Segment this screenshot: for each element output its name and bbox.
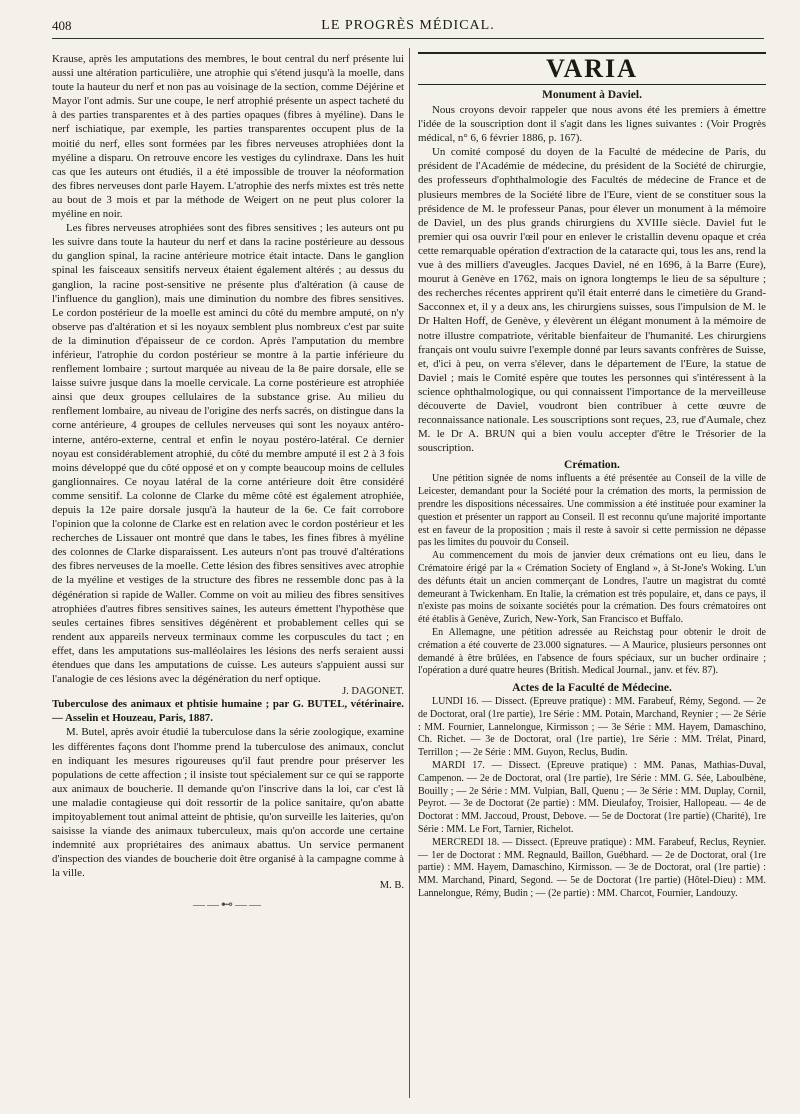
paragraph-souscription: Nous croyons devoir rappeler que nous avons été les premiers à émettre l'idée de la souscription dont il s'agit dans les lignes suivantes : (Voir Progrès médical, n° 6, 6 février 1886, p. 167). [418, 104, 766, 145]
cremation-block [418, 473, 766, 901]
paragraph-krause: Krause, après les amputations des membres, le bout central du nerf présente lui aussi une altération particulière, une atrophie qui s'étend jusqu'à la moelle, dans toute la hauteur du nerf et non pas au voisinage de la section, comme Déjérine et Mayor l'ont admis. Sur une coupe, le nerf atrophié présente un aspect tacheté du à des parties transparentes et à des parties opaques (fibres à myéline). Dans le nerf ischiatique, par exemple, les parties transparentes occupent plus de la moitié du nerf, elles sont formées par les fibres nerveuses atrophiées dont la myéline a disparu. On retrouve encore les vestiges du cylindraxe. Dans les huit cas que les auteurs ont étudiés, il a été impossible de trouver la néoformation des fibres nerveuses dont parle Hayem. L'atrophie des nerfs mixtes est très nette au bout de 3 mois et par la méthode de Weigert on ne peut plus colorer la myéline en noir. [52, 53, 404, 221]
heading-monument-daviel: Monument à Daviel. [542, 89, 642, 101]
paragraph-mercredi: MERCREDI 18. — Dissect. (Epreuve pratique) : MM. Farabeuf, Reclus, Reynier. — 1er de Doctorat : MM. Regnauld, Baillon, Guébhard. — 2e de Doctorat, oral (1re partie) : MM. Hayem, Damaschino, Kirmisson. — 3e de Doctorat, oral (1re partie) : MM. Marchand, Pinard, Segond. — 5e de Doctorat (1re partie) (Hôtel-Dieu) : MM. Lannelongue, Rémy, Budin ; — (2e partie) : MM. Charcot, Fournier, Landouzy. [418, 836, 766, 900]
signature-mb: M. B. [379, 880, 404, 892]
paragraph-woking: Au commencement du mois de janvier deux crémations ont eu lieu, dans le Crématoire érigé par la « Crémation Society of England », à St-Jone's Woking. L'un des défunts était un ancien commerçant de Londres, l'autre un magistrat du comté demeurant à Twickenham. En Italie, la crémation est très populaire, et, dans ce pays, il n'existe pas moins de soixante sociétés pour la crémation. Des fours crématoires ont été établis à Genève, Zurich, New-York, San Francisco et Buffalo. [418, 550, 766, 626]
paragraph-mardi: MARDI 17. — Dissect. (Epreuve pratique) : MM. Panas, Mathias-Duval, Campenon. — 2e de Doctorat, oral (1re partie), 1re Série : MM. G. Sée, Laboulbène, Bouilly ; — 2e Série : MM. Vulpian, Ball, Quenu ; — 3e Série : MM. Duplay, Cornil, Peyrot. — 3e de Doctorat (2e partie) : MM. Dieulafoy, Troisier, Hallopeau. — 4e de Doctorat : MM. Jaccoud, Proust, Debove. — 5e de Doctorat (1re partie) (Charité), 1re Série : MM. Le Fort, Tarnier, Richelot. [418, 760, 766, 836]
left-column [52, 52, 404, 912]
ornament-divider: ——⊷—— [193, 897, 263, 912]
article-title-tuberculose: Tuberculose des animaux et phtisie humaine ; par G. BUTEL, vétérinaire. — Asselin et Houzeau, Paris, 1887. [52, 698, 404, 725]
paragraph-comite: Un comité composé du doyen de la Faculté de médecine de Paris, du président de l'Académie de médecine, du président de la Société de chirurgie, des professeurs d'ophthalmologie des Facultés de médecine de France et de plusieurs membres de la Société libre de l'Eure, vient de se constituer sous la présidence de M. le professeur Panas, pour élever un monument à la mémoire de Daviel, un des plus grands chirurgiens du XVIIIe siècle. Daviel fut le premier qui osa ouvrir l'œil pour en enlever le cristallin devenu opaque et créa cette remarquable opération d'extraction de la cataracte qui, tous les ans, rend la vue à des milliers d'aveugles. Jacques Daviel, né en 1696, à la Barre (Eure), mourut à Genève en 1762, mais on ignora longtemps le lieu de sa sépulture ; des recherches récentes apprirent qu'il était enterré dans le cimetière du Grand-Sacconnex et, il y a deux ans, les chirurgiens suisses, sous l'impulsion de M. le Dr Halten Hoff, de Genève, y élevèrent un élégant monument à la mémoire de notre illustre compatriote, véritable bienfaiteur de l'humanité. Les chirurgiens français ont voulu suivre l'exemple donné par leurs savants confrères de Suisse, et, d'ici à peu, on verra s'élever, dans le département de l'Eure, la statue de Daviel ; mais le Comité espère que toutes les personnes qui s'intéressent à la science ophthalmologique, ou qui connaissent l'importance de la merveilleuse découverte de Daviel, voudront bien contribuer à cette œuvre de reconnaissance nationale. Les souscriptions sont reçues, 23, rue d'Aumale, chez M. le Dr A. BRUN qui a bien voulu accepter d'être le Trésorier de la souscription. [418, 146, 766, 455]
right-column [418, 52, 766, 901]
column-rule [409, 48, 410, 1098]
paragraph-sensory-fibres: Les fibres nerveuses atrophiées sont des fibres sensitives ; les auteurs ont pu les suivre dans toute la hauteur du nerf et dans la racine postérieure au dessous du ganglion spinal, la racine antérieure motrice était intacte. Dans le ganglion spinal les faisceaux sensitifs nerveux étaient également altérés ; au dessus du ganglion, la racine post-sensitive ne présente plus d'altération (à cause de l'influence du ganglion), mais une diminution du nombre des fibres sensitives. Le cordon postérieur de la moelle est aminci du côté du membre amputé, on n'y observe pas d'altération et si les noyaux semblent plus nombreux c'est par suite de la diminution d'épaisseur de ce cordon. Après l'amputation du membre inférieur, l'atrophie du cordon postérieur se montre à la partie inférieure du renflement lombaire ; surtout marquée au niveau de la 8e paire dorsale, elle se laisse suivre jusque dans la moelle cervicale. La corne postérieure est atrophiée ainsi que deux groupes cellulaires de la substance grise. Au milieu du renflement lombaire, au niveau de l'origine des nerfs sacrés, on distingue dans la corne antérieure, 4 groupes de cellules nerveuses qui sont les noyaux antéro-interne, antéro-externe, central et enfin le noyau postéro-latéral. Ce dernier noyau est considérablement atrophié, du côté du membre amputé il est 2 à 3 fois moins développé que du côté opposé et on y compte beaucoup moins de cellules ganglionnaires. Ce noyau latéral de la corne antérieure doit être considéré comme sensitif. La colonne de Clarke du même côté est également atrophiée, depuis la 12e paire dorsale jusqu'à la hauteur de la 6e. Ce fait corrobore l'opinion que la colonne de Clarke est en relation avec le cordon postérieur et les recherches de Lissauer ont montré que dans le tabes, les fines fibres à myéline des colonnes de Clarke disparaissent. Les auteurs n'ont pas trouvé d'altérations des fibres nerveuses de la moelle. Cette lésion des fibres sensitives avec atrophie de la myéline et vestiges de la structure des fibres ne ressemble donc pas à la dégénération si rapide de Waller. Comme on voit au milieu des fibres sensitives atrophiées d'autres fibres sensitives saines, les auteurs émettent l'hypothèse que seules certaines fibres sensitives dégénèrent et probablement celles qui se rendent aux appareils nerveux terminaux comme les corpuscules du tact ; en effet, dans les amputations sus-malléolaires les lésions des nerfs seraient aussi étendues que dans les amputations de cuisse. Les auteurs s'appuient aussi sur l'analogie de ces lésions avec la dégénération du nerf optique. [52, 222, 404, 686]
section-heading-varia: VARIA [418, 52, 766, 85]
journal-title: LE PROGRÈS MÉDICAL. [321, 18, 495, 33]
signature-dagonet: J. DAGONET. [342, 686, 404, 698]
paragraph-butel: M. Butel, après avoir étudié la tuberculose dans la série zoologique, examine les différentes façons dont l'homme prend la tuberculose des animaux, conclut en indiquant les mesures rigoureuses qu'il faut prendre pour préserver les populations de cette affection ; il insiste tout spécialement sur ce qui se rapporte aux animaux de boucherie. Il demande qu'on l'inscrive dans la loi, car c'est là une maladie contagieuse qui doit ressortir de la police sanitaire, qu'on abatte impitoyablement tout animal atteint de phtisie, qu'on surveille les laiteries, qu'on saisisse la viande des animaux tuberculeux, mais qu'on accorde une certaine indemnité aux propriétaires des animaux abattus. Un service permanent d'inspection des viandes de boucherie doit être organisé à la campagne comme à la ville. [52, 726, 404, 880]
page-header [52, 18, 764, 39]
paragraph-lundi: LUNDI 16. — Dissect. (Epreuve pratique) : MM. Farabeuf, Rémy, Segond. — 2e de Doctorat, oral (1re partie), 1re Série : MM. Potain, Marchand, Reynier ; — 2e Série : MM. Fournier, Lannelongue, Kirmisson ; — 3e Série : MM. Hayem, Damaschino, Ch. Richet. — 3e de Doctorat, oral (1re partie), 1re Série : MM. Trélat, Pinard, Terrillon ; — 2e Série : MM. Guyon, Reclus, Budin. [418, 696, 766, 759]
heading-actes-faculte: Actes de la Faculté de Médecine. [512, 682, 672, 695]
heading-cremation: Crémation. [564, 459, 620, 472]
paragraph-leicester: Une pétition signée de noms influents a été présentée au Conseil de la ville de Leicester, demandant pour la Société pour la crémation des morts, la permission de prendre les dispositions nécessaires. Une commission a été instituée pour examiner la question et présenter un rapport au Conseil. Il est reconnu qu'une majorité importante est en faveur de la proposition ; mais il reste à savoir si cette permission ne dépasse pas les limites du pouvoir du Conseil. [418, 473, 766, 549]
paragraph-allemagne: En Allemagne, une pétition adressée au Reichstag pour obtenir le droit de crémation a été couverte de 23.000 signatures. — A Maurice, plusieurs personnes ont demandé à être brûlées, en l'absence de fours spéciaux, sur un bucher ordinaire ; l'opération a duré quatre heures (British. Medical Journal., janv. et fév. 87). [418, 626, 766, 677]
page-number: 408 [52, 18, 72, 33]
